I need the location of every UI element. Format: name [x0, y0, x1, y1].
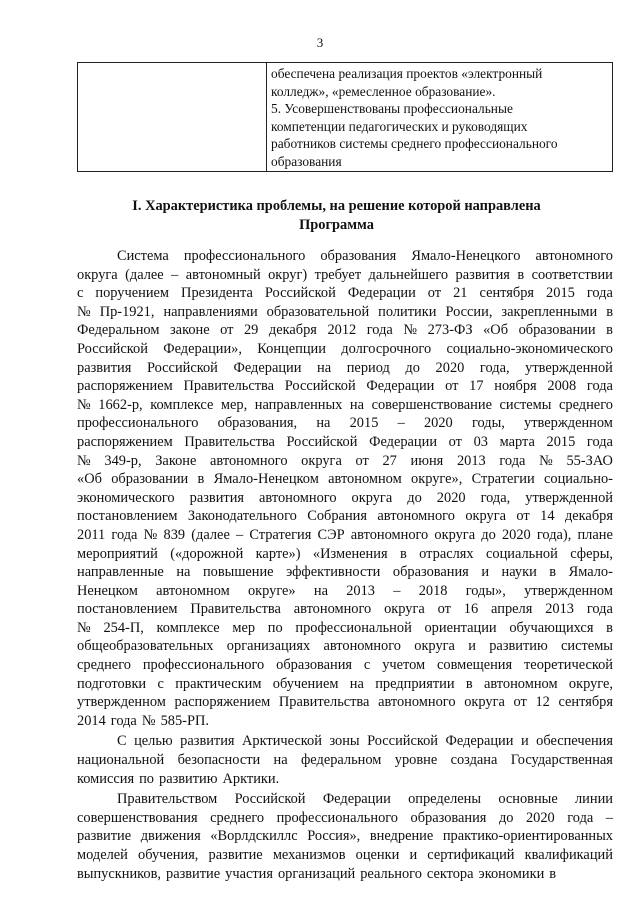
paragraph-line: С целью развития Арктической зоны Российской Федерации и обеспечения: [117, 733, 613, 750]
paragraph-line: профессионального образования, на 2015 – 2020 годы, утвержденном: [77, 415, 613, 432]
paragraph-line: 2014 года № 585-РП.: [77, 712, 209, 729]
paragraph-line: направленные на повышение эффективности образования и науки в Ямало-: [77, 564, 613, 581]
paragraph-line: комиссия по развитию Арктики.: [77, 770, 280, 787]
paragraph-line: с поручением Президента Российской Федерации от 21 сентября 2015 года: [77, 285, 613, 302]
paragraph: [77, 732, 613, 788]
paragraph-line: Федеральном законе от 29 декабря 2012 года № 273-ФЗ «Об образовании в: [77, 322, 613, 339]
paragraph-line: общеобразовательных организациях автономного округа и развитию системы: [77, 638, 613, 655]
table-cell-line: работников системы среднего профессионального: [271, 136, 558, 152]
paragraph-line: № 1662-р, комплексе мер, направленных на совершенствование системы среднего: [77, 396, 613, 413]
section-heading-line: Программа: [299, 217, 374, 233]
paragraph-line: № 349-р, Законе автономного округа от 27 июня 2013 года № 55-ЗАО: [77, 452, 613, 469]
table-cell-line: образования: [271, 153, 342, 169]
paragraph-line: развитие движения «Ворлдскиллс Россия», внедрение практико-ориентированных: [77, 828, 613, 845]
paragraph-line: № 254-П, комплексе мер по профессиональной ориентации обучающихся в: [77, 619, 613, 636]
section-heading: [60, 197, 613, 235]
table-cell-line: компетенции педагогических и руководящих: [271, 118, 528, 134]
table-cell-line: 5. Усовершенствованы профессиональные: [271, 101, 513, 117]
paragraph-line: № Пр-1921, направлениями образовательной политики России, закрепленными в: [77, 303, 613, 320]
paragraph-line: «Об образовании в Ямало-Ненецком автономном округе», Стратегии социально-: [77, 471, 613, 488]
table-cell-results: [267, 63, 613, 172]
paragraph-line: мероприятий («дорожной карте») «Изменения в отраслях социальной сферы,: [77, 545, 613, 562]
paragraph-line: развития Российской Федерации на период до 2020 года, утвержденной: [77, 359, 613, 376]
paragraph: [77, 247, 613, 730]
paragraph-line: Система профессионального образования Ямало-Ненецкого автономного: [117, 248, 613, 264]
paragraph-line: распоряжением Правительства Российской Федерации от 03 марта 2015 года: [77, 433, 613, 450]
table-row: [78, 63, 613, 172]
continuation-table: [77, 62, 613, 172]
paragraph-line: Российской Федерации», Концепции долгосрочного социально-экономического: [77, 340, 613, 357]
paragraph-line: Ненецком автономном округе» на 2013 – 2018 годы», утвержденном: [77, 582, 613, 599]
paragraph-line: среднего профессионального образования с учетом совмещения теоретической: [77, 657, 613, 674]
paragraph-line: совершенствования среднего профессионального образования до 2020 года –: [77, 809, 613, 826]
paragraph-line: утвержденном распоряжением Правительства автономного округа от 12 сентября: [77, 694, 613, 711]
paragraph-line: национальной безопасности на федеральном уровне создана Государственная: [77, 752, 613, 769]
section-heading-line: I. Характеристика проблемы, на решение которой направлена: [132, 198, 541, 214]
paragraph-line: подготовки с практическим обучением на предприятии в автономном округе,: [77, 675, 613, 692]
paragraph-line: 2011 года № 839 (далее – Стратегия СЭР автономного округа до 2020 года), плане: [77, 526, 613, 543]
paragraph-line: моделей обучения, развитие механизмов оценки и сертификаций квалификаций: [77, 847, 613, 863]
table-cell-line: обеспечена реализация проектов «электронный: [271, 66, 543, 81]
body-text: [77, 247, 613, 885]
paragraph-line: экономического развития автономного округа до 2020 года, утвержденной: [77, 489, 613, 506]
paragraph-line: Правительством Российской Федерации определены основные линии: [117, 791, 613, 808]
table-cell-empty: [78, 63, 267, 172]
paragraph-line: распоряжением Правительства Российской Федерации от 17 ноября 2008 года: [77, 378, 613, 395]
paragraph-line: выпускников, развитие участия организаций реального сектора экономики в: [77, 865, 557, 882]
page-number: 3: [316, 35, 324, 50]
paragraph-line: постановлением Правительства автономного округа от 16 апреля 2013 года: [77, 601, 613, 618]
paragraph-line: округа (далее – автономный округ) требует дальнейшего развития в соответствии: [77, 266, 613, 283]
paragraph-line: постановлением Законодательного Собрания автономного округа от 14 декабря: [77, 508, 613, 525]
table-cell-line: колледж», «ремесленное образование».: [271, 83, 496, 99]
paragraph: [77, 790, 613, 883]
